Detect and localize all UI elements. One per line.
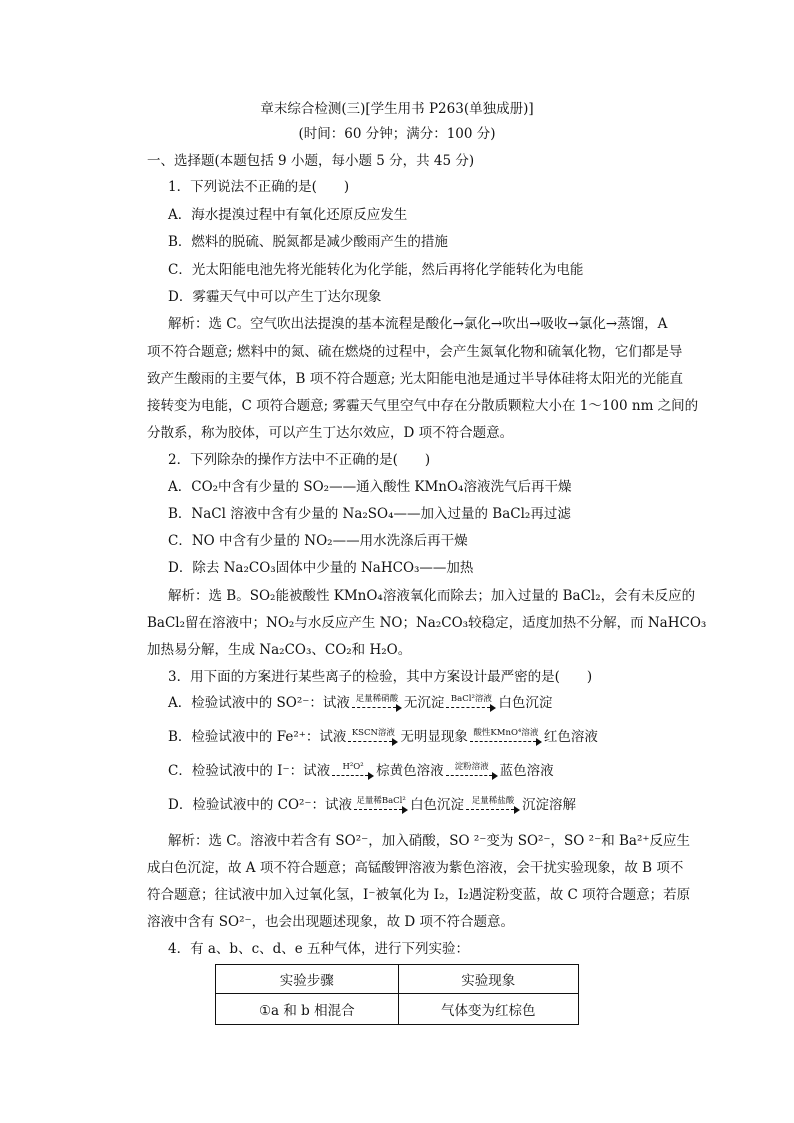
question-3-option-a — [168, 694, 552, 712]
table-header-cell: 实验步骤 — [216, 965, 399, 994]
question-2-stem: 2．下列除杂的操作方法中不正确的是( ) — [168, 452, 431, 468]
question-2-analysis-line: BaCl₂留在溶液中；NO₂与水反应产生 NO；Na₂CO₃较稳定，适度加热不分解，而 NaHCO₃ — [147, 615, 707, 631]
option-d-prefix: D．检验试液中的 CO²⁻：试液 — [168, 797, 353, 813]
question-3-stem: 3．用下面的方案进行某些离子的检验，其中方案设计最严密的是( ) — [168, 669, 593, 685]
arrow-condition: H²O² — [342, 762, 364, 772]
document-title: 章末综合检测(三)[学生用书 P263(单独成册)] — [260, 101, 534, 117]
question-1-option-b: B．燃料的脱硫、脱氮都是减少酸雨产生的措施 — [168, 234, 448, 250]
question-3-analysis-line: 成白色沉淀，故 A 项不符合题意；高锰酸钾溶液为紫色溶液，会干扰实验现象，故 B 项不 — [147, 860, 684, 876]
table-header-row — [216, 965, 579, 994]
reaction-arrow — [466, 797, 520, 814]
option-d-result: 沉淀溶解 — [522, 797, 577, 813]
arrow-condition: KSCN溶液 — [351, 728, 395, 738]
question-1-stem: 1．下列说法不正确的是( ) — [168, 179, 350, 195]
question-1-option-c: C．光太阳能电池先将光能转化为化学能，然后再将化学能转化为电能 — [168, 262, 584, 278]
option-a-intermediate: 无沉淀 — [403, 695, 445, 711]
question-1-option-d: D．雾霾天气中可以产生丁达尔现象 — [168, 289, 382, 305]
question-3-option-d — [168, 796, 576, 814]
question-1-analysis-line: 分散系，称为胶体，可以产生丁达尔效应，D 项不符合题意。 — [147, 425, 514, 441]
arrow-condition: 足量稀盐酸 — [471, 796, 515, 806]
question-1-analysis-line: 解析：选 C。空气吹出法提溴的基本流程是酸化→氯化→吹出→吸收→氯化→蒸馏，A — [168, 316, 668, 332]
question-3-analysis-line: 符合题意；往试液中加入过氧化氢，I⁻被氧化为 I₂，I₂遇淀粉变蓝，故 C 项符合题意；若原 — [147, 887, 691, 903]
question-1-option-a: A．海水提溴过程中有氧化还原反应发生 — [168, 207, 408, 223]
reaction-arrow — [446, 695, 496, 712]
reaction-arrow — [332, 763, 374, 780]
option-c-prefix: C．检验试液中的 I⁻：试液 — [168, 763, 331, 779]
option-c-intermediate: 棕黄色溶液 — [376, 763, 444, 779]
section-heading: 一、选择题(本题包括 9 小题，每小题 5 分，共 45 分) — [147, 153, 475, 169]
document-subtitle: (时间：60 分钟；满分：100 分) — [298, 126, 496, 142]
arrow-condition: 足量稀硝酸 — [355, 694, 399, 704]
arrow-condition: 足量稀BaCl² — [356, 796, 406, 806]
question-3-analysis-line: 溶液中含有 SO²⁻，也会出现题述现象，故 D 项不符合题意。 — [147, 914, 515, 930]
reaction-arrow — [446, 763, 498, 780]
table-row — [216, 994, 579, 1025]
question-1-analysis-line: 致产生酸雨的主要气体，B 项不符合题意; 光太阳能电池是通过半导体硅将太阳光的光能直 — [147, 371, 684, 387]
question-2-analysis-line: 加热易分解，生成 Na₂CO₃、CO₂和 H₂O。 — [147, 642, 412, 658]
table-cell: ①a 和 b 相混合 — [216, 994, 399, 1025]
question-4-stem: 4．有 a、b、c、d、e 五种气体，进行下列实验： — [168, 941, 470, 957]
option-d-intermediate: 白色沉淀 — [410, 797, 465, 813]
question-3-option-b — [168, 728, 598, 746]
question-3-analysis-line: 解析：选 C。溶液中若含有 SO²⁻，加入硝酸，SO ²⁻变为 SO²⁻，SO ²⁻和 Ba²⁺反应生 — [168, 833, 690, 849]
question-2-option-a: A．CO₂中含有少量的 SO₂——通入酸性 KMnO₄溶液洗气后再干燥 — [168, 479, 572, 495]
question-1-analysis-line: 接转变为电能，C 项符合题意; 雾霾天气里空气中存在分散质颗粒大小在 1～100 nm 之间的 — [147, 398, 699, 414]
table-cell: 气体变为红棕色 — [398, 994, 578, 1025]
question-1-analysis-line: 项不符合题意; 燃料中的氮、硫在燃烧的过程中，会产生氮氧化物和硫氧化物，它们都是导 — [147, 344, 683, 360]
arrow-condition: 淀粉溶液 — [454, 762, 489, 772]
option-c-result: 蓝色溶液 — [499, 763, 554, 779]
question-2-option-b: B．NaCl 溶液中含有少量的 Na₂SO₄——加入过量的 BaCl₂再过滤 — [168, 506, 571, 522]
reaction-arrow — [348, 729, 398, 746]
option-a-result: 白色沉淀 — [498, 695, 553, 711]
option-b-prefix: B．检验试液中的 Fe²⁺：试液 — [168, 729, 347, 745]
reaction-arrow — [354, 797, 408, 814]
question-2-option-c: C．NO 中含有少量的 NO₂——用水洗涤后再干燥 — [168, 533, 468, 549]
question-2-analysis-line: 解析：选 B。SO₂能被酸性 KMnO₄溶液氧化而除去；加入过量的 BaCl₂，会有未反应的 — [168, 588, 696, 604]
arrow-condition: 酸性KMnO⁴溶液 — [473, 728, 539, 738]
question-3-option-c — [168, 762, 554, 780]
option-b-intermediate: 无明显现象 — [400, 729, 468, 745]
reaction-arrow — [352, 695, 402, 712]
experiment-table — [215, 964, 579, 1025]
reaction-arrow — [470, 729, 542, 746]
arrow-condition: BaCl²溶液 — [450, 694, 492, 704]
option-b-result: 红色溶液 — [543, 729, 598, 745]
option-a-prefix: A．检验试液中的 SO²⁻：试液 — [168, 695, 350, 711]
table-header-cell: 实验现象 — [398, 965, 578, 994]
question-2-option-d: D．除去 Na₂CO₃固体中少量的 NaHCO₃——加热 — [168, 560, 474, 576]
